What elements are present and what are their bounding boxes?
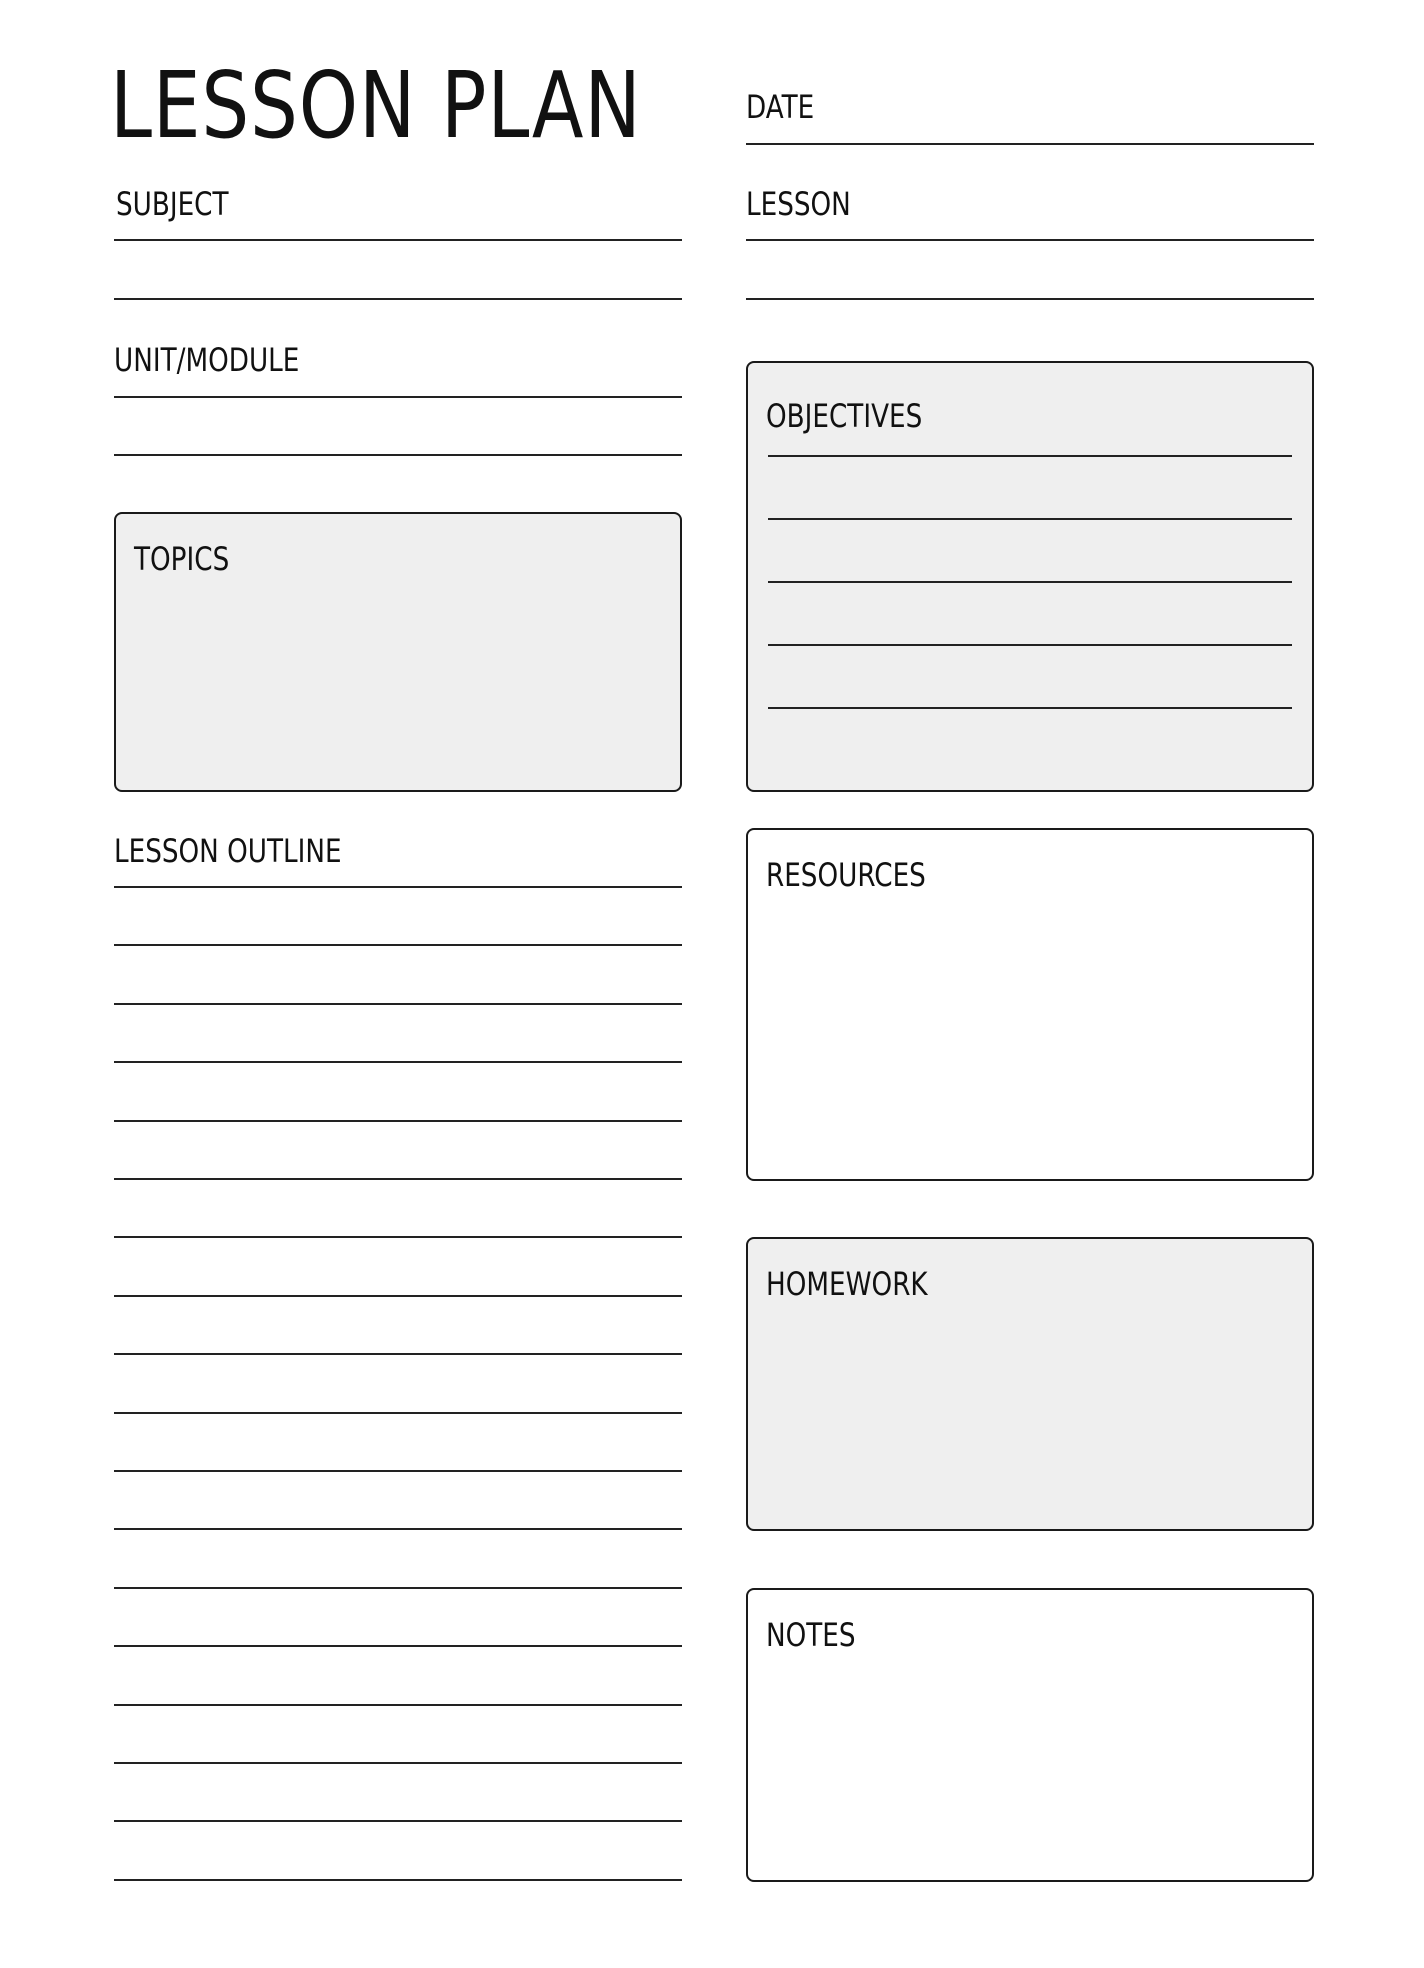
lesson-outline-line[interactable] (114, 944, 682, 946)
topics-label: TOPICS (134, 540, 230, 578)
lesson-outline-line[interactable] (114, 1003, 682, 1005)
lesson-outline-line[interactable] (114, 1295, 682, 1297)
notes-label: NOTES (766, 1616, 856, 1654)
resources-box[interactable] (746, 828, 1314, 1181)
date-label: DATE (746, 88, 815, 126)
lesson-outline-line[interactable] (114, 1236, 682, 1238)
lesson-line-2[interactable] (746, 298, 1314, 300)
lesson-outline-line[interactable] (114, 1820, 682, 1822)
lesson-outline-line[interactable] (114, 1412, 682, 1414)
lesson-outline-line[interactable] (114, 1762, 682, 1764)
lesson-outline-line[interactable] (114, 1645, 682, 1647)
objectives-line-5[interactable] (768, 707, 1292, 709)
objectives-box[interactable] (746, 361, 1314, 792)
lesson-outline-line[interactable] (114, 1061, 682, 1063)
lesson-outline-label: LESSON OUTLINE (114, 832, 342, 870)
objectives-line-3[interactable] (768, 581, 1292, 583)
homework-box[interactable] (746, 1237, 1314, 1531)
resources-label: RESOURCES (766, 856, 926, 894)
lesson-outline-line[interactable] (114, 1353, 682, 1355)
lesson-label: LESSON (746, 185, 851, 223)
lesson-outline-line[interactable] (114, 1120, 682, 1122)
subject-line-1[interactable] (114, 239, 682, 241)
objectives-line-4[interactable] (768, 644, 1292, 646)
objectives-line-2[interactable] (768, 518, 1292, 520)
unit-module-line-1[interactable] (114, 396, 682, 398)
unit-module-label: UNIT/MODULE (114, 341, 300, 379)
topics-box[interactable] (114, 512, 682, 792)
homework-label: HOMEWORK (766, 1265, 928, 1303)
lesson-outline-line[interactable] (114, 1528, 682, 1530)
lesson-outline-line[interactable] (114, 1879, 682, 1881)
objectives-label: OBJECTIVES (766, 397, 923, 435)
subject-line-2[interactable] (114, 298, 682, 300)
date-line[interactable] (746, 143, 1314, 145)
lesson-outline-line[interactable] (114, 1704, 682, 1706)
lesson-outline-line[interactable] (114, 886, 682, 888)
lesson-outline-line[interactable] (114, 1178, 682, 1180)
page-title: LESSON PLAN (110, 52, 642, 159)
objectives-line-1[interactable] (768, 455, 1292, 457)
unit-module-line-2[interactable] (114, 454, 682, 456)
lesson-outline-line[interactable] (114, 1587, 682, 1589)
lesson-line-1[interactable] (746, 239, 1314, 241)
subject-label: SUBJECT (116, 185, 229, 223)
lesson-outline-line[interactable] (114, 1470, 682, 1472)
notes-box[interactable] (746, 1588, 1314, 1882)
